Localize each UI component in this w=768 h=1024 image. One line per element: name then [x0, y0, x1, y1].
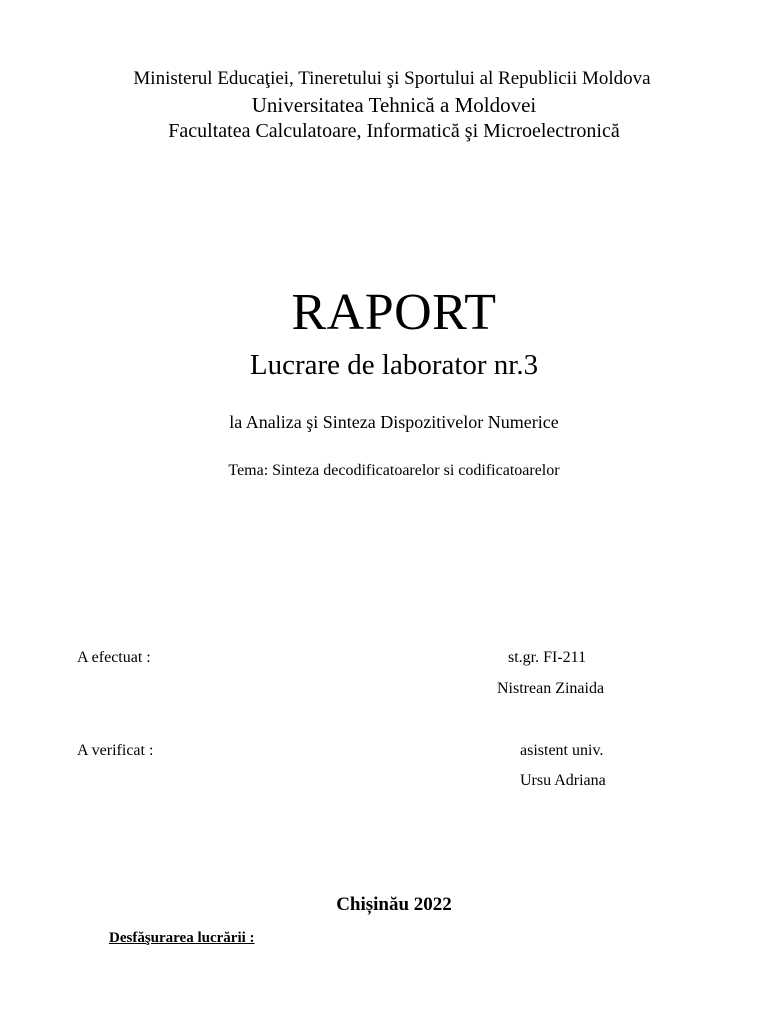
section-heading: Desfăşurarea lucrării : — [109, 930, 255, 946]
performed-label: A efectuat : — [77, 649, 151, 666]
student-group: st.gr. FI-211 — [508, 649, 587, 666]
report-theme: Tema: Sinteza decodificatoarelor si codificatoarelor — [228, 462, 560, 479]
university-name: Universitatea Tehnică a Moldovei — [251, 93, 537, 117]
teacher-position: asistent univ. — [520, 742, 604, 759]
city-year: Chișinău 2022 — [336, 894, 452, 915]
discipline-name: la Analiza şi Sinteza Dispozitivelor Numerice — [229, 412, 559, 432]
verified-label: A verificat : — [77, 742, 154, 759]
teacher-name: Ursu Adriana — [520, 772, 606, 789]
lab-number: Lucrare de laborator nr.3 — [249, 349, 539, 381]
report-title: RAPORT — [291, 284, 497, 341]
student-name: Nistrean Zinaida — [497, 680, 605, 697]
faculty-name: Facultatea Calculatoare, Informatică şi Microelectronică — [168, 120, 620, 142]
ministry-name: Ministerul Educaţiei, Tineretului şi Sportului al Republicii Moldova — [133, 68, 651, 89]
